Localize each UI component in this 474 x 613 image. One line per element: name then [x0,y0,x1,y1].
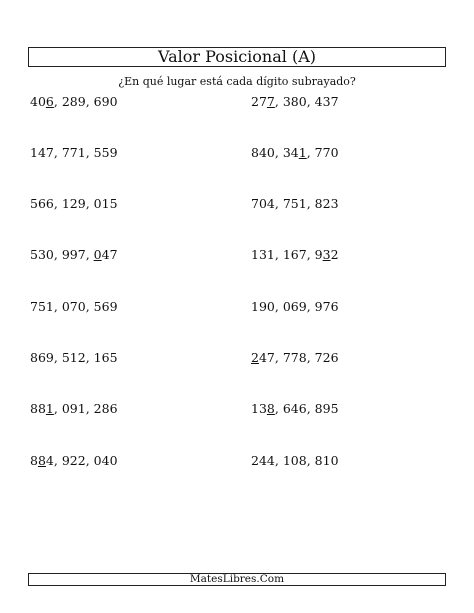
problem-7 [30,247,118,263]
digit: 2 [61,94,70,109]
problem-2 [251,94,339,110]
digit: 0 [61,299,70,314]
digit: 6 [101,350,110,365]
digit-separator: , [53,196,58,211]
underlined-digit: 2 [251,350,259,365]
digit: 5 [101,145,110,160]
digit-separator: , [274,247,279,262]
digit: 5 [109,196,118,211]
digit: 1 [322,453,331,468]
problem-12 [251,350,339,366]
digit: 1 [45,299,54,314]
digit: 6 [330,350,339,365]
digit: 0 [77,299,86,314]
digit: 5 [109,350,118,365]
digit: 2 [330,247,339,262]
digit: 4 [258,145,267,160]
digit: 0 [282,299,291,314]
digit: 3 [282,94,291,109]
digit: 1 [101,196,110,211]
digit: 6 [298,401,307,416]
digit: 8 [251,145,259,160]
digit: 4 [101,247,110,262]
digit: 7 [282,350,291,365]
problem-5 [30,196,118,212]
digit: 0 [93,453,102,468]
digit: 3 [330,196,339,211]
digit: 0 [109,453,118,468]
problem-4 [251,145,339,161]
digit-separator: , [306,350,311,365]
worksheet-title: Valor Posicional (A) [28,47,446,67]
digit: 6 [37,196,46,211]
digit: 5 [330,401,339,416]
digit: 6 [282,401,291,416]
digit: 6 [37,350,46,365]
digit: 3 [258,247,267,262]
digit: 7 [258,94,267,109]
digit: 2 [77,350,86,365]
digit: 1 [77,145,86,160]
underlined-digit: 8 [266,401,275,416]
digit: 7 [314,350,323,365]
digit: 0 [109,94,118,109]
digit: 1 [282,247,291,262]
digit: 7 [282,196,291,211]
digit: 7 [322,145,331,160]
digit: 0 [37,94,46,109]
digit-separator: , [53,145,58,160]
digit: 4 [290,401,299,416]
digit: 4 [45,453,54,468]
problem-1 [30,94,118,110]
digit-separator: , [85,145,90,160]
digit: 6 [290,299,299,314]
digit: 4 [258,350,267,365]
digit: 5 [93,145,102,160]
digit: 6 [101,299,110,314]
digit: 9 [298,299,307,314]
digit: 6 [45,196,54,211]
digit: 5 [30,196,38,211]
digit: 8 [298,350,307,365]
digit: 6 [290,247,299,262]
digit-separator: , [306,196,311,211]
digit: 4 [314,94,323,109]
digit: 9 [45,350,54,365]
digit: 9 [101,94,110,109]
problem-15 [30,453,118,469]
digit-separator: , [85,453,90,468]
digit: 3 [322,94,331,109]
digit: 7 [69,299,78,314]
digit: 1 [69,350,78,365]
underlined-digit: 0 [93,247,102,262]
digit: 1 [251,247,259,262]
digit: 6 [109,401,118,416]
digit: 9 [314,247,323,262]
digit: 5 [30,247,38,262]
digit: 9 [314,299,323,314]
digit-separator: , [274,196,279,211]
digit: 7 [266,350,275,365]
underlined-digit: 6 [45,94,54,109]
digit: 0 [93,196,102,211]
digit-separator: , [85,350,90,365]
digit: 8 [69,94,78,109]
underlined-digit: 1 [298,145,307,160]
digit: 0 [330,145,339,160]
digit: 3 [282,145,291,160]
digit: 7 [45,145,54,160]
digit: 4 [37,145,46,160]
digit: 9 [77,94,86,109]
problem-9 [30,299,118,315]
digit: 6 [330,299,339,314]
digit: 5 [37,299,46,314]
underlined-digit: 3 [322,247,331,262]
digit: 4 [101,453,110,468]
digit: 7 [30,299,38,314]
digit-separator: , [306,299,311,314]
digit: 5 [290,196,299,211]
digit: 2 [251,94,259,109]
digit: 7 [298,247,307,262]
digit: 9 [77,196,86,211]
digit: 8 [30,401,38,416]
problem-14 [251,401,339,417]
digit: 7 [290,350,299,365]
digit: 4 [266,196,275,211]
digit-separator: , [306,401,311,416]
digit: 4 [266,453,275,468]
digit: 8 [314,401,323,416]
digit: 8 [290,94,299,109]
digit: 4 [30,94,38,109]
digit: 1 [266,247,275,262]
digit: 2 [69,196,78,211]
problem-16 [251,453,339,469]
digit: 0 [266,299,275,314]
digit-separator: , [85,196,90,211]
underlined-digit: 1 [45,401,54,416]
digit: 8 [314,453,323,468]
digit: 7 [61,145,70,160]
instruction-text: ¿En qué lugar está cada dígito subrayado? [118,75,356,88]
digit: 4 [290,145,299,160]
digit: 1 [61,196,70,211]
digit: 0 [290,453,299,468]
digit: 4 [258,453,267,468]
digit: 2 [77,453,86,468]
digit-separator: , [274,453,279,468]
underlined-digit: 8 [37,453,46,468]
digit-separator: , [53,247,58,262]
digit: 1 [77,401,86,416]
digit-separator: , [274,350,279,365]
digit-separator: , [53,453,58,468]
digit: 2 [322,350,331,365]
digit: 5 [61,350,70,365]
digit: 8 [30,350,38,365]
digit: 2 [251,453,259,468]
digit: 7 [77,247,86,262]
digit: 9 [69,401,78,416]
digit: 8 [314,196,323,211]
digit: 9 [61,453,70,468]
digit: 0 [61,401,70,416]
digit-separator: , [306,453,311,468]
digit: 2 [69,453,78,468]
problem-13 [30,401,118,417]
digit: 9 [322,401,331,416]
digit-separator: , [53,401,58,416]
digit: 9 [109,145,118,160]
digit: 6 [93,94,102,109]
problem-10 [251,299,339,315]
digit-separator: , [53,350,58,365]
digit-separator: , [53,299,58,314]
digit-separator: , [85,299,90,314]
digit: 3 [37,247,46,262]
underlined-digit: 7 [266,94,275,109]
digit: 0 [45,247,54,262]
digit: 9 [69,247,78,262]
problem-3 [30,145,118,161]
digit: 1 [282,453,291,468]
digit-separator: , [306,247,311,262]
digit: 0 [330,453,339,468]
digit: 8 [37,401,46,416]
digit: 0 [258,196,267,211]
digit: 2 [93,401,102,416]
digit: 5 [93,299,102,314]
digit: 7 [330,94,339,109]
digit-separator: , [274,401,279,416]
digit-separator: , [85,94,90,109]
digit: 8 [101,401,110,416]
digit: 1 [30,145,38,160]
digit: 7 [69,145,78,160]
digit: 7 [322,299,331,314]
digit: 1 [251,401,259,416]
digit: 7 [251,196,259,211]
digit: 1 [298,196,307,211]
problem-6 [251,196,339,212]
digit: 0 [266,145,275,160]
digit: 0 [298,94,307,109]
digit: 8 [30,453,38,468]
digit: 7 [109,247,118,262]
digit: 9 [109,299,118,314]
digit-separator: , [85,247,90,262]
digit: 2 [322,196,331,211]
digit-separator: , [274,299,279,314]
digit-separator: , [274,94,279,109]
digit-separator: , [274,145,279,160]
digit-separator: , [85,401,90,416]
digit: 7 [314,145,323,160]
digit: 9 [61,247,70,262]
digit-separator: , [306,145,311,160]
digit: 3 [258,401,267,416]
digit: 1 [93,350,102,365]
digit: 1 [251,299,259,314]
digit-separator: , [53,94,58,109]
problem-8 [251,247,339,263]
problem-11 [30,350,118,366]
footer-site-name: MatesLibres.Com [28,573,446,586]
digit: 9 [258,299,267,314]
digit-separator: , [306,94,311,109]
digit: 8 [298,453,307,468]
